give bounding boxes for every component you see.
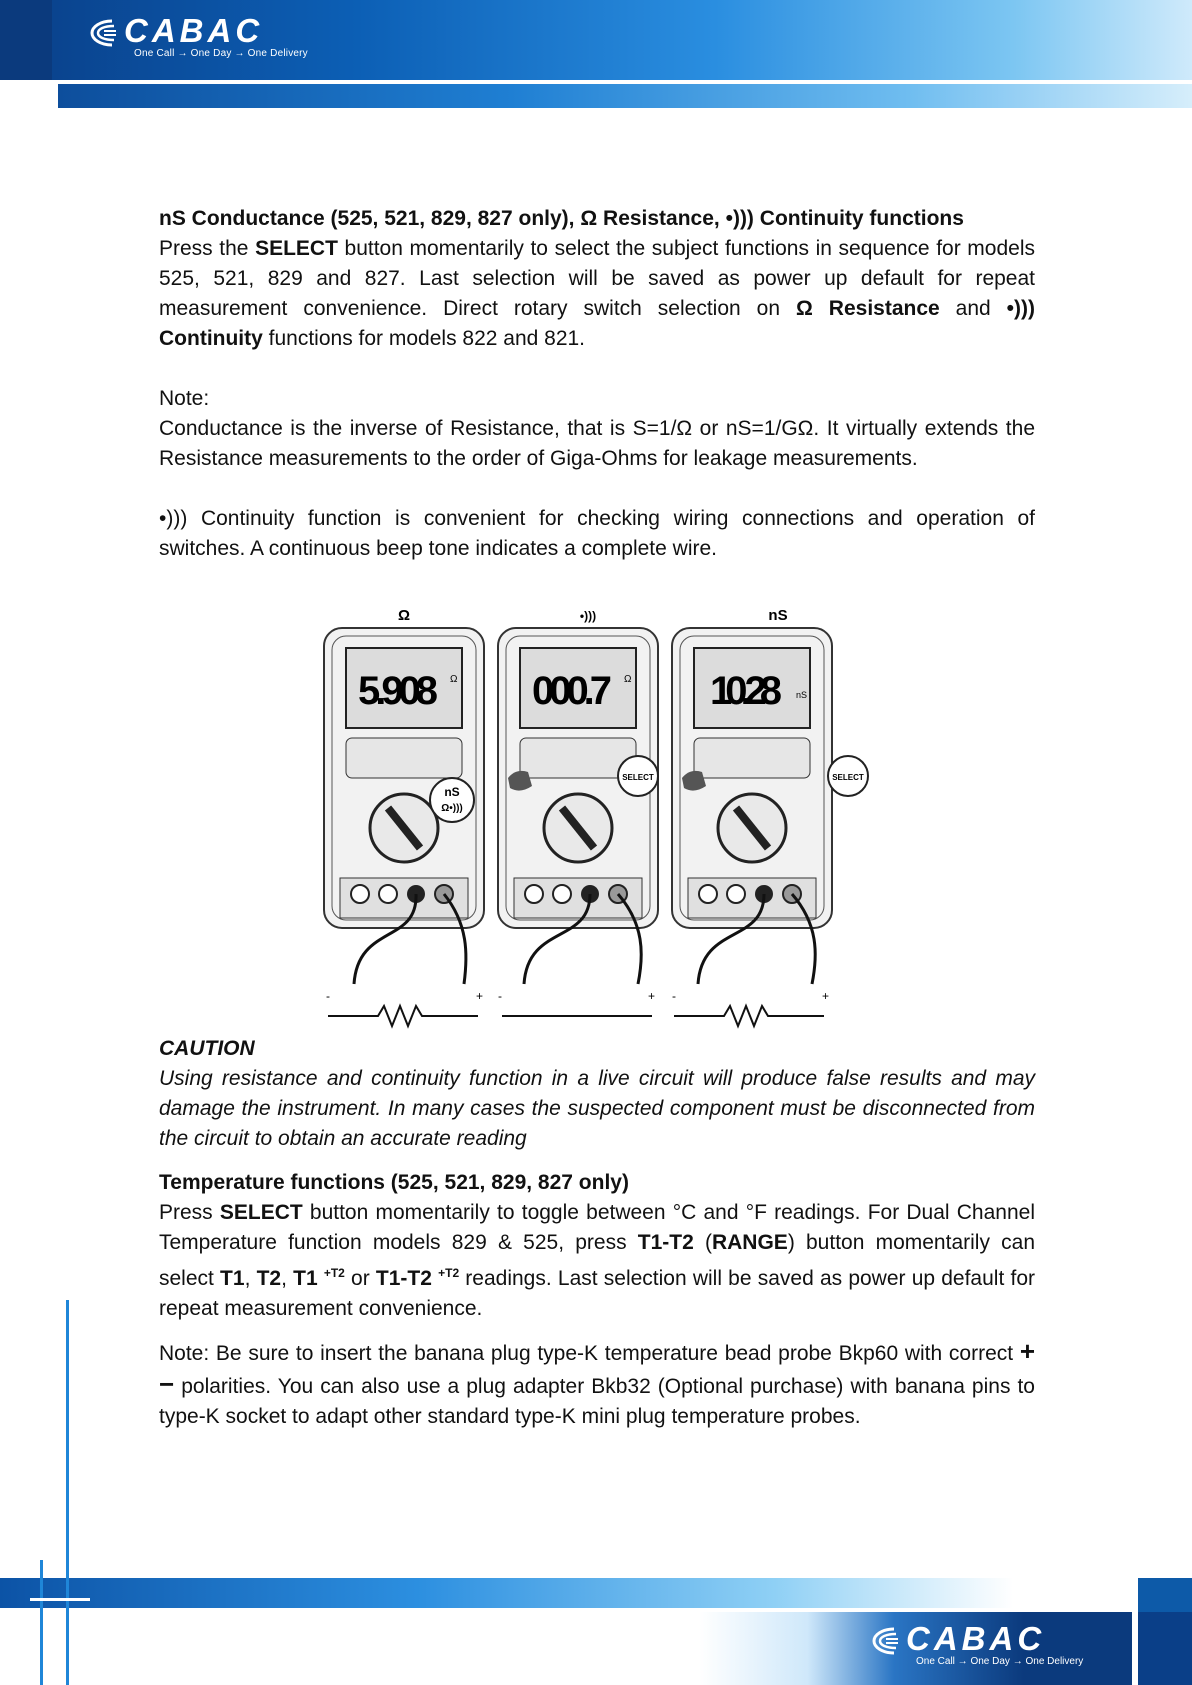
svg-text:+: + <box>476 989 484 1003</box>
multimeter-3 <box>672 628 832 928</box>
callout-ohm-continuity: Ω•))) <box>441 803 463 814</box>
section-temperature <box>159 1168 1035 1432</box>
callout-ns: nS <box>444 785 460 799</box>
temperature-paragraph: Press SELECT button momentarily to toggle between °C and °F readings. For Dual Channel Temperature function models 829 & 525, press T1-T2 (RANGE) button momentarily can select T1, T2, T1 $^{+T2}$ or T1-T2 $^{+T2}$ readings. Last selection will be saved as power up default for repeat measurement convenience. <box>159 1201 1035 1320</box>
multimeter-1 <box>324 628 484 928</box>
meter-reading: 5.908 <box>358 669 438 713</box>
meter-unit: nS <box>796 690 808 700</box>
brand-name: CABAC <box>124 12 264 49</box>
caution-text: Using resistance and continuity function in a live circuit will produce false results and may damage the instrument. In many cases the suspected component must be disconnected from the circuit to obtain an accurate reading <box>159 1067 1035 1150</box>
svg-text:+: + <box>648 989 656 1003</box>
meter-reading: 10.28 <box>710 669 782 713</box>
callout-select-1: SELECT <box>622 773 654 782</box>
callout-select-2: SELECT <box>832 773 864 782</box>
meter-unit: Ω <box>624 674 632 685</box>
footer-right-block-dark <box>1138 1612 1192 1685</box>
section-heading: nS Conductance (525, 521, 829, 827 only), Ω Resistance, •))) Continuity functions <box>159 207 964 230</box>
figure-label-ns: nS <box>768 607 788 624</box>
ohm-icon: Ω <box>795 297 813 320</box>
svg-text:+: + <box>822 989 830 1003</box>
continuity-icon: •))) <box>159 507 188 530</box>
meter-reading: 000.7 <box>532 669 612 713</box>
decor-vertical-line <box>66 1300 69 1685</box>
figure-label-continuity: •))) <box>579 609 597 623</box>
brand-name: CABAC <box>906 1620 1046 1657</box>
decor-horizontal-line <box>30 1598 90 1601</box>
svg-text:-: - <box>672 989 676 1003</box>
svg-text:-: - <box>498 989 502 1003</box>
continuity-icon: •))) <box>725 207 754 230</box>
brand-tagline: One Call → One Day → One Delivery <box>134 48 308 59</box>
continuity-paragraph: •))) Continuity function is convenient for checking wiring connections and operation of switches. A continuous beep tone indicates a complete wire. <box>159 507 1035 560</box>
polarity-icon: + − <box>159 1336 1035 1399</box>
section-conductance <box>159 204 1035 564</box>
decor-vertical-line-2 <box>40 1560 43 1685</box>
note-text: Conductance is the inverse of Resistance, that is S=1/Ω or nS=1/GΩ. It virtually extends the Resistance measurements to the order of Giga-Ohms for leakage measurements. <box>159 417 1035 470</box>
meter-unit: Ω <box>450 674 458 685</box>
header-logo <box>88 14 308 59</box>
multimeter-figure <box>318 604 878 1034</box>
temperature-note: Note: Be sure to insert the banana plug type-K temperature bead probe Bkp60 with correct + − polarities. You can also use a plug adapter Bkb32 (Optional purchase) with banana pins to type-K socket to adapt other standard type-K mini plug temperature probes. <box>159 1336 1035 1428</box>
note-label: Note: <box>159 387 210 410</box>
cabac-logo-icon <box>870 1627 900 1655</box>
footer-logo <box>870 1622 1083 1667</box>
paragraph: Press the SELECT button momentarily to select the subject functions in sequence for models 525, 521, 829 and 827. Last selection will be saved as power up default for repeat measurement convenience. Direct rotary switch selection on Ω Resistance and •))) Continuity functions for models 822 and 821. <box>159 237 1035 350</box>
ohm-icon: Ω <box>580 207 598 230</box>
footer-band <box>0 1578 1192 1608</box>
temperature-heading: Temperature functions (525, 521, 829, 827 only) <box>159 1171 629 1194</box>
header-sub-band <box>58 84 1192 108</box>
header-left-bar <box>0 0 52 80</box>
brand-tagline: One Call → One Day → One Delivery <box>916 1656 1084 1667</box>
caution-section <box>159 1034 1035 1154</box>
cabac-logo-icon <box>88 19 118 47</box>
caution-title: CAUTION <box>159 1037 255 1060</box>
continuity-icon: •))) <box>1006 297 1035 320</box>
figure-label-ohm: Ω <box>397 607 411 624</box>
svg-text:-: - <box>326 989 330 1003</box>
